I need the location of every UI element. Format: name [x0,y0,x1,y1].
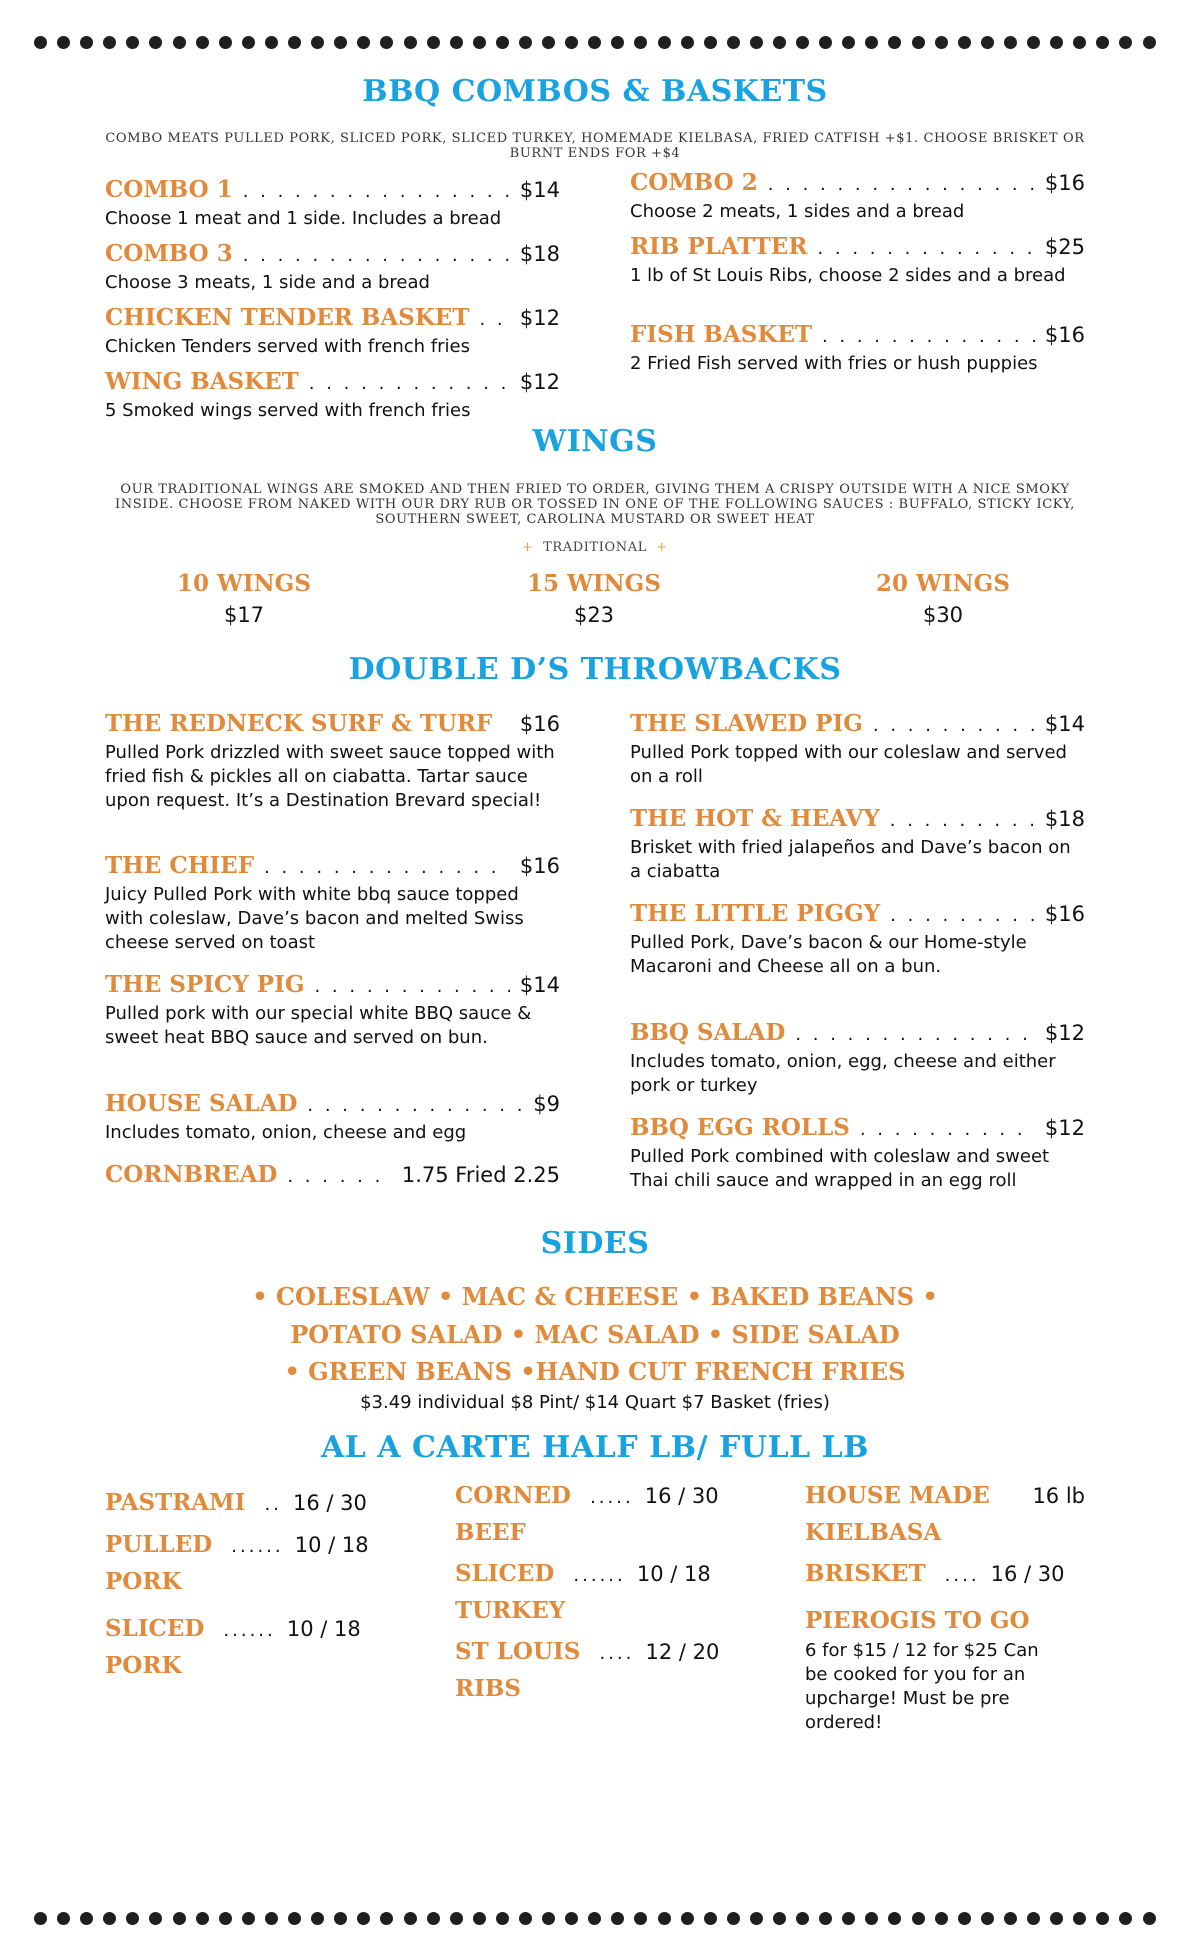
item-name: COMBO 2 [630,169,758,196]
border-dot [981,36,994,49]
border-dot [473,36,486,49]
border-dot [103,36,116,49]
border-dot [404,1912,417,1925]
sides-title: SIDES [540,1226,650,1261]
alacarte-item-pierogis [805,1602,1060,1735]
border-dot [1004,36,1017,49]
border-dot [704,36,717,49]
item-name: WING BASKET [105,368,299,395]
item-name: SLICED [105,1615,205,1642]
border-dot [888,1912,901,1925]
item-name: SLICED [455,1560,555,1587]
border-dot [80,1912,93,1925]
border-dot [588,1912,601,1925]
combos-title: BBQ COMBOS & BASKETS [362,74,828,109]
item-price: 16 / 30 [293,1491,367,1515]
border-dot [542,1912,555,1925]
border-dot [611,1912,624,1925]
border-dot [450,1912,463,1925]
item-price: $12 [519,370,560,394]
border-dot [1096,36,1109,49]
item-name: RIB PLATTER [630,233,808,260]
item-description: Choose 1 meat and 1 side. Includes a bread [105,208,502,229]
menu-item-redneck-surf-turf [105,710,560,813]
menu-item-fish-basket [630,321,1085,376]
item-name: THE CHIEF [105,852,255,879]
item-description: Pulled Pork combined with coleslaw and sweet Thai chili sauce and wrapped in an egg roll [630,1146,1050,1191]
item-price: $14 [519,178,560,202]
throwbacks-title: DOUBLE D’S THROWBACKS [348,652,842,687]
item-description: Pulled Pork topped with our coleslaw and served on a roll [630,742,1067,787]
item-price: 16 / 30 [990,1562,1065,1586]
menu-item-combo-3 [105,240,560,295]
item-price: $25 [1044,235,1085,259]
wings-option-20 [793,570,1093,627]
border-dot [334,1912,347,1925]
item-name: PIEROGIS TO GO [805,1607,1030,1634]
item-name-line-2: BEEF [455,1519,526,1546]
border-dot [842,1912,855,1925]
item-name: COMBO 1 [105,176,233,203]
border-dot [935,36,948,49]
menu-item-slawed-pig [630,710,1085,789]
border-dot [57,1912,70,1925]
wings-option-10 [94,570,394,627]
item-name: THE SLAWED PIG [630,710,863,737]
border-dot [681,1912,694,1925]
wings-title: WINGS [532,424,658,459]
border-dot [1027,1912,1040,1925]
item-price: $14 [1044,712,1085,736]
border-dot [242,36,255,49]
wing-price: $30 [922,603,964,627]
alacarte-title: AL A CARTE HALF LB/ FULL LB [320,1430,870,1465]
item-price: 16 lb [1032,1484,1085,1508]
item-name: PASTRAMI [105,1489,246,1516]
wing-count: 10 WINGS [177,570,311,597]
border-dot [427,36,440,49]
item-description: Juicy Pulled Pork with white bbq sauce topped with coleslaw, Dave’s bacon and melted Swiss cheese served on toast [105,884,524,953]
wings-option-15 [444,570,744,627]
item-price: $9 [533,1092,560,1116]
border-dot [819,1912,832,1925]
menu-item-wing-basket [105,368,560,423]
menu-item-combo-1 [105,176,560,231]
sides-list-line-3: • GREEN BEANS •HAND CUT FRENCH FRIES [284,1357,906,1386]
border-dot [981,1912,994,1925]
wings-subtitle: + TRADITIONAL + [522,540,668,555]
border-dot [796,1912,809,1925]
border-dot [196,1912,209,1925]
item-price: 12 / 20 [645,1640,720,1664]
alacarte-item-corned-beef: CORNED ..... 16 / 30 BEEF [455,1477,719,1551]
top-dot-border [34,34,1156,50]
item-price: 10 / 18 [636,1562,711,1586]
border-dot [473,1912,486,1925]
item-description: Choose 3 meats, 1 side and a bread [105,272,430,293]
border-dot [773,1912,786,1925]
wing-price: $23 [573,603,615,627]
menu-item-the-chief [105,852,560,955]
menu-item-house-salad [105,1090,560,1145]
item-description: Includes tomato, onion, cheese and egg [105,1122,467,1143]
border-dot [542,36,555,49]
item-name: THE REDNECK SURF & TURF [105,710,493,737]
border-dot [819,36,832,49]
border-dot [149,36,162,49]
item-description: Pulled Pork drizzled with sweet sauce topped with fried fish & pickles all on ciabatta. Tartar sauce upon request. It’s a Destination Brevard special! [105,742,555,811]
border-dot [173,1912,186,1925]
border-dot [912,1912,925,1925]
menu-item-rib-platter [630,233,1085,288]
item-price: $18 [1044,807,1085,831]
border-dot [588,36,601,49]
item-name: FISH BASKET [630,321,812,348]
border-dot [958,36,971,49]
border-dot [450,36,463,49]
border-dot [496,1912,509,1925]
item-name: PULLED [105,1531,213,1558]
border-dot [265,1912,278,1925]
menu-item-cornbread [105,1161,560,1188]
item-price: 10 / 18 [286,1617,361,1641]
item-price: $14 [519,973,560,997]
item-description: Pulled Pork, Dave’s bacon & our Home-style Macaroni and Cheese all on a bun. [630,932,1027,977]
border-dot [1096,1912,1109,1925]
border-dot [565,1912,578,1925]
border-dot [865,36,878,49]
item-description: Choose 2 meats, 1 sides and a bread [630,201,965,222]
border-dot [750,36,763,49]
border-dot [196,36,209,49]
item-price: $16 [1044,902,1085,926]
item-price: $12 [1044,1116,1085,1140]
item-price: $12 [1044,1021,1085,1045]
border-dot [727,1912,740,1925]
menu-item-combo-2 [630,169,1085,224]
item-price: $16 [519,854,560,878]
border-dot [357,36,370,49]
border-dot [658,36,671,49]
border-dot [634,1912,647,1925]
border-dot [634,36,647,49]
border-dot [1050,1912,1063,1925]
item-name: CORNED [455,1482,571,1509]
border-dot [311,1912,324,1925]
alacarte-item-sliced-turkey: SLICED ...... 10 / 18 TURKEY [455,1555,711,1629]
item-name: ST LOUIS [455,1638,581,1665]
item-price: 10 / 18 [294,1533,369,1557]
border-dot [334,36,347,49]
item-name-line-2: KIELBASA [805,1519,942,1546]
border-dot [57,36,70,49]
item-description: 2 Fried Fish served with fries or hush puppies [630,353,1038,374]
item-name: COMBO 3 [105,240,233,267]
menu-item-spicy-pig [105,971,560,1050]
alacarte-item-st-louis-ribs: ST LOUIS .... 12 / 20 RIBS [455,1633,719,1707]
item-name: HOUSE MADE [805,1482,990,1509]
item-description: Chicken Tenders served with french fries [105,336,470,357]
item-name: THE SPICY PIG [105,971,305,998]
border-dot [126,1912,139,1925]
item-name: BBQ EGG ROLLS [630,1114,850,1141]
border-dot [704,1912,717,1925]
wing-price: $17 [223,603,265,627]
item-name-line-2: PORK [105,1652,182,1679]
border-dot [912,36,925,49]
border-dot [519,1912,532,1925]
menu-item-chicken-tender-basket [105,304,560,359]
border-dot [380,36,393,49]
item-price: $16 [1044,171,1085,195]
item-name: THE HOT & HEAVY [630,805,880,832]
item-description: 5 Smoked wings served with french fries [105,400,471,421]
item-name-line-2: TURKEY [455,1597,566,1624]
border-dot [888,36,901,49]
border-dot [427,1912,440,1925]
border-dot [288,36,301,49]
item-description: Includes tomato, onion, egg, cheese and either pork or turkey [630,1051,1056,1096]
border-dot [1119,36,1132,49]
border-dot [311,36,324,49]
border-dot [1050,36,1063,49]
border-dot [565,36,578,49]
alacarte-item-pulled-pork: PULLED ...... 10 / 18 PORK [105,1526,369,1600]
border-dot [357,1912,370,1925]
border-dot [219,1912,232,1925]
border-dot [842,36,855,49]
sides-prices: $3.49 individual $8 Pint/ $14 Quart $7 Basket (fries) [360,1392,830,1413]
alacarte-item-house-made-kielbasa [805,1477,1085,1551]
item-price: $12 [519,306,560,330]
item-price: $16 [1044,323,1085,347]
item-price: $16 [519,712,560,736]
item-name: CHICKEN TENDER BASKET [105,304,470,331]
wings-caption: OUR TRADITIONAL WINGS ARE SMOKED AND THEN FRIED TO ORDER, GIVING THEM A CRISPY OUTSIDE WITH A NICE SMOKY INSIDE. CHOOSE FROM NAKED WITH OUR DRY RUB OR TOSSED IN ONE OF THE FOLLOWING SAUCES : BUFFALO, STICKY ICKY, SOUTHERN SWEET, CAROLINA MUSTARD OR SWEET HEAT [115,482,1075,527]
border-dot [80,36,93,49]
item-description: 1 lb of St Louis Ribs, choose 2 sides and a bread [630,265,1066,286]
menu-item-little-piggy [630,900,1085,979]
border-dot [404,36,417,49]
item-name-line-2: PORK [105,1568,182,1595]
border-dot [1143,36,1156,49]
border-dot [173,36,186,49]
border-dot [611,36,624,49]
sides-list-line-1: • COLESLAW • MAC & CHEESE • BAKED BEANS • [252,1282,938,1311]
border-dot [658,1912,671,1925]
menu-item-bbq-salad [630,1019,1085,1098]
combos-caption: COMBO MEATS PULLED PORK, SLICED PORK, SLICED TURKEY, HOMEMADE KIELBASA, FRIED CATFISH +$1. CHOOSE BRISKET OR BURNT ENDS FOR +$4 [105,131,1085,161]
border-dot [958,1912,971,1925]
border-dot [1073,36,1086,49]
alacarte-item-pastrami: PASTRAMI .. 16 / 30 [105,1489,367,1516]
item-name: CORNBREAD [105,1161,278,1188]
border-dot [103,1912,116,1925]
border-dot [1143,1912,1156,1925]
border-dot [1119,1912,1132,1925]
wing-count: 15 WINGS [527,570,661,597]
border-dot [34,36,47,49]
item-name-line-2: RIBS [455,1675,521,1702]
item-name: BRISKET [805,1560,926,1587]
border-dot [149,1912,162,1925]
border-dot [1027,36,1040,49]
border-dot [34,1912,47,1925]
item-description: Pulled pork with our special white BBQ sauce & sweet heat BBQ sauce and served on bun. [105,1003,532,1048]
bottom-dot-border [34,1910,1156,1926]
border-dot [796,36,809,49]
menu-item-bbq-egg-rolls [630,1114,1085,1193]
border-dot [727,36,740,49]
border-dot [865,1912,878,1925]
item-name: THE LITTLE PIGGY [630,900,881,927]
item-price: 1.75 Fried 2.25 [401,1163,560,1187]
border-dot [1004,1912,1017,1925]
border-dot [681,36,694,49]
border-dot [265,36,278,49]
border-dot [496,36,509,49]
border-dot [1073,1912,1086,1925]
wing-count: 20 WINGS [876,570,1010,597]
border-dot [519,36,532,49]
item-name: BBQ SALAD [630,1019,786,1046]
item-price: 16 / 30 [644,1484,719,1508]
item-name: HOUSE SALAD [105,1090,298,1117]
border-dot [773,36,786,49]
border-dot [126,36,139,49]
sides-list-line-2: POTATO SALAD • MAC SALAD • SIDE SALAD [290,1320,900,1349]
alacarte-item-sliced-pork: SLICED ...... 10 / 18 PORK [105,1610,361,1684]
border-dot [242,1912,255,1925]
border-dot [750,1912,763,1925]
item-price: $18 [519,242,560,266]
menu-item-hot-heavy [630,805,1085,884]
border-dot [935,1912,948,1925]
item-description: 6 for $15 / 12 for $25 Can be cooked for you for an upcharge! Must be pre ordered! [805,1640,1039,1733]
border-dot [288,1912,301,1925]
border-dot [219,36,232,49]
border-dot [380,1912,393,1925]
alacarte-item-brisket: BRISKET .... 16 / 30 [805,1560,1065,1587]
item-description: Brisket with fried jalapeños and Dave’s bacon on a ciabatta [630,837,1071,882]
